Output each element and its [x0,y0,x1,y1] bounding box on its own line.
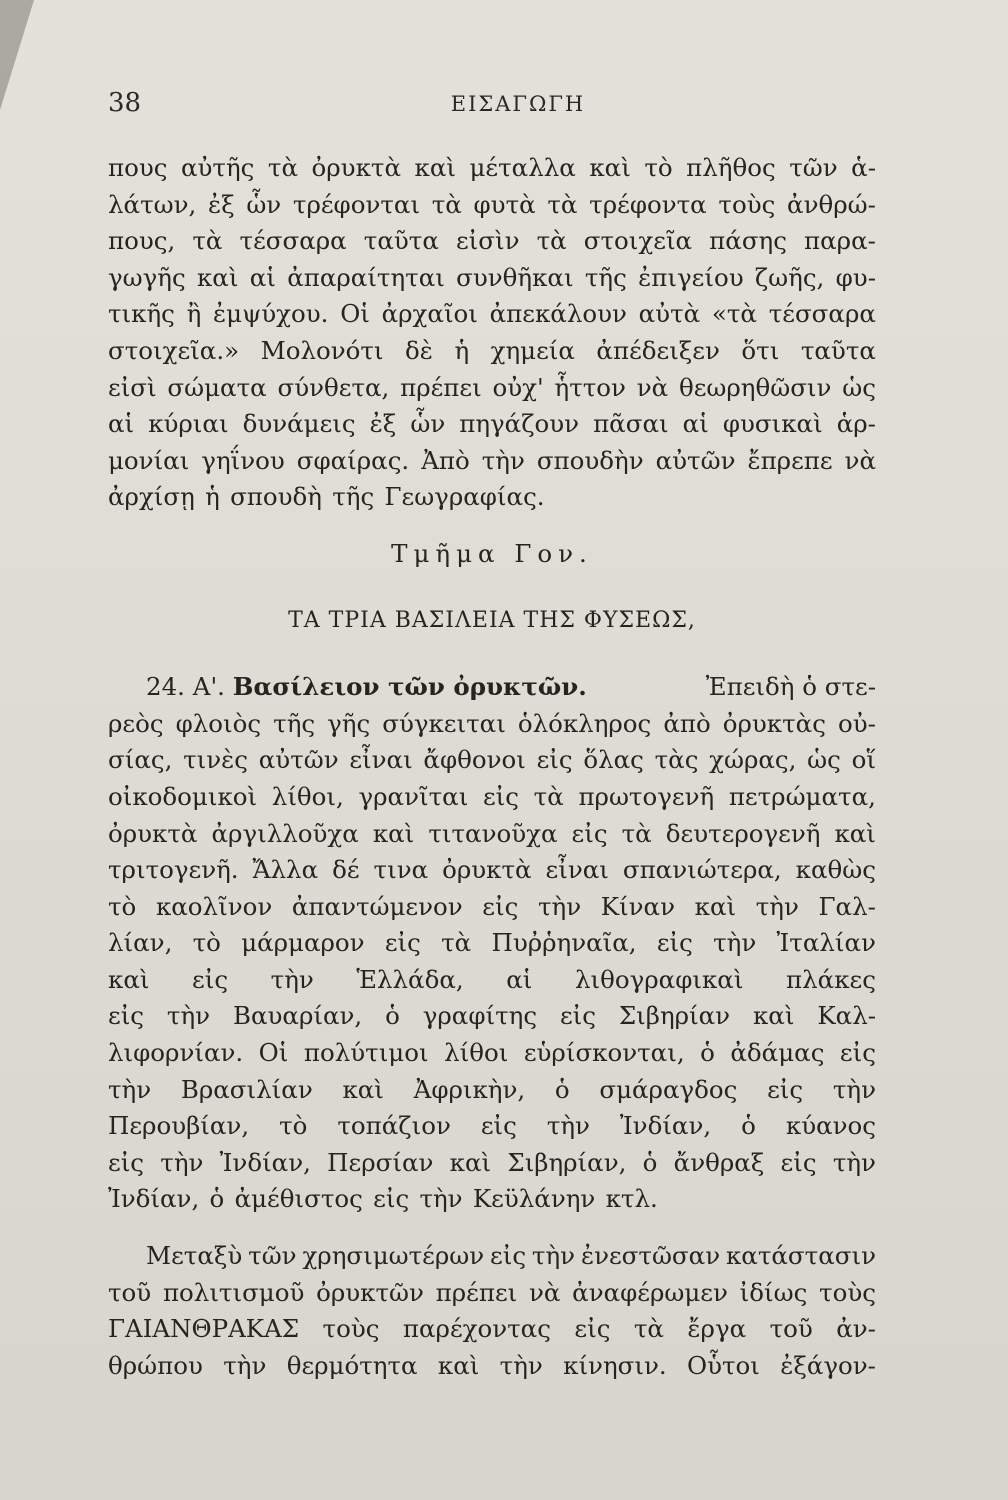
word: εἰς [571,818,608,848]
word: εἰς [482,781,519,811]
word: καὶ [437,1350,480,1380]
word: τὴν [419,1184,463,1214]
text-line [108,260,876,297]
word: οἰκοδομικοὶ [108,781,258,811]
word: εἶναι [349,745,413,775]
section-number: 24. Α'. [146,672,225,702]
text-line [108,187,876,224]
word: πᾶσαι [593,409,669,439]
word: Πυῤῥηναῖα, [491,928,637,958]
word: τρέφοντα [589,189,707,219]
word: τὴν [223,1350,267,1380]
word: γῆς [327,708,371,738]
word: ἀμέθιστος [234,1184,363,1214]
word: σώματα [167,372,267,402]
text-line [108,925,876,962]
word: τὰ [547,189,578,219]
word: τὴν [481,445,525,475]
section-heading: ΤΑ ΤΡΙΑ ΒΑΣΙΛΕΙΑ ΤΗΣ ΦΥΣΕΩΣ, [288,607,696,633]
word: τῆς [332,482,375,512]
word: οὐχ' [492,372,544,402]
paragraph-1 [108,150,876,516]
word: καὶ [694,891,737,921]
word: δυνάμεις [242,409,356,439]
word: παρέχοντας [402,1314,551,1344]
word: σφαίρας. [296,445,410,475]
word: μονίαι [108,445,190,475]
word: καὶ [342,1074,384,1104]
word: στοιχεῖα [583,226,693,256]
word: καὶ [108,964,150,994]
text-line [108,742,876,779]
text-line [108,1072,876,1109]
word: ὁ [741,1111,756,1141]
word: πους [108,153,168,182]
word: ἀργιλλοῦχα [211,818,359,848]
word: τὰ [533,781,564,811]
word: καὶ [449,1147,492,1177]
word: εἰς [108,1001,145,1031]
word: ἐπιγείου [638,262,744,292]
word: Καλ- [817,1001,876,1031]
word: κτλ. [605,1184,658,1214]
subheading: Βασίλειον τῶν ὀρυκτῶν. [232,672,587,702]
word: πηγάζουν [459,409,580,439]
word: εἰς [559,1001,596,1031]
word: Ἄλλα [252,855,319,885]
word: ζωῆς, [754,262,825,292]
word: Οἱ [340,299,370,329]
word: τὴν [832,1147,876,1177]
word: εἰς [480,1111,517,1141]
word: ὁλόκληρος [517,708,652,738]
word: σπουδὴν [536,445,644,475]
word: φυσικαὶ [722,409,823,439]
word: τέσσαρα [239,226,347,256]
word: ὀρυκτὰ [442,855,532,885]
word: τὴν [160,1147,204,1177]
word: τριτογενῆ. [108,855,239,885]
word: ὁ [554,1074,570,1104]
word: ἡ [205,482,220,512]
word: χρησιμωτέρων [302,1241,485,1271]
word: Σιβηρίαν [618,1001,731,1031]
word: χώρας, [709,745,797,775]
word: ἁ- [851,153,876,182]
word: τοὺς [819,1277,876,1307]
word: Μεταξὺ [146,1241,243,1271]
word: εἰς [108,1147,145,1177]
word: ἄνθραξ [673,1147,765,1177]
word: τὴν [166,1001,211,1031]
word: ὀρυκτῶν [316,1277,424,1307]
word: τὴν [537,891,582,921]
text-line [108,1145,876,1182]
word: κίνησιν. [563,1350,667,1380]
word: καὶ [372,818,415,848]
word: πρέπει [400,372,482,402]
word: λίθοι [444,1038,509,1068]
word: εἶναι [545,855,609,885]
word: εἰς [656,928,693,958]
word: θρώπου [108,1350,203,1380]
text-line [108,223,876,260]
word: αἱ [682,409,709,439]
word: Μολονότι [260,335,384,365]
word: εἰς [384,928,421,958]
page-corner-shadow [0,0,34,110]
word: εἰσὶ [108,372,157,402]
word: ὧν [246,189,282,219]
word: εἰς [574,1314,611,1344]
first-line-rest: Ἐπειδὴ ὁ στε- [705,672,876,702]
word: ἀρχίσῃ [108,482,195,512]
word: εἰς [192,964,229,994]
word: δέ [332,855,360,885]
word: κύριαι [148,409,229,439]
word: γωγῆς [108,262,186,292]
word: τὰ [441,928,472,958]
word: φυ- [835,262,876,292]
word: φλοιὸς [175,708,262,738]
word: θερμότητα [286,1350,418,1380]
word: λιθογραφικαὶ [574,964,744,994]
word: αἱ [249,262,276,292]
word: τὰ [267,153,299,182]
word: εἰς [536,745,573,775]
word: αὐτὰ [638,299,701,329]
text-line [108,1238,876,1275]
word: σπουδὴ [230,482,322,512]
word: Περουβίαν, [108,1111,250,1141]
word: τὴν [499,1350,543,1380]
word: στοιχεῖα.» [108,335,240,365]
text-line [108,1275,876,1312]
word: λάτων, [108,189,197,219]
word: πρέπει [435,1277,518,1307]
word: ὀρυκτὰς [722,708,826,738]
word: εἰσὶν [455,226,520,256]
word: μάρμαρον [241,928,365,958]
word: τὸ [108,891,137,921]
word: Βρασιλίαν [180,1074,313,1104]
paragraph-2-first-line [108,669,876,706]
word: τῆς [584,262,627,292]
word: παρα- [804,226,876,256]
word: Περσίαν [327,1147,434,1177]
word: Σιβηρίαν, [507,1147,627,1177]
word: Βαυαρίαν, [232,1001,363,1031]
word: εἰς [780,1147,817,1177]
text-line [108,479,876,516]
word: τικῆς [108,299,175,329]
word: Ἰνδίαν, [619,1111,712,1141]
word: Γαλ- [818,891,876,921]
text-line [108,1348,876,1385]
word: ὁ [385,1001,400,1031]
word: δευτερογενῆ [665,818,821,848]
word: ἀπεκάλουν [489,299,627,329]
running-title: ΕΙΣΑΓΩΓΗ [450,92,586,116]
word: καθὼς [795,855,876,885]
word: τὰ [431,189,462,219]
word: Ἰταλίαν [776,928,876,958]
word: σπανιώτερα, [622,855,782,885]
word: πους, [108,226,176,256]
word: κύανος [785,1111,876,1141]
word: ἔργα [687,1314,747,1344]
section-label: Τμῆμα Γον. [391,538,593,568]
word: Κίναν [600,891,675,921]
word: Οἱ [258,1038,289,1068]
paragraph-2 [108,669,876,1218]
word: γρανῖται [358,781,469,811]
word: τὰς [654,745,699,775]
word: καὶ [414,153,456,182]
word: τὰ [633,1314,664,1344]
word: σύνθετα, [277,372,390,402]
word: τέσσαρα [768,299,876,329]
word: ὧν [410,409,446,439]
word: τῆς [273,708,316,738]
word: τινὲς [183,745,249,775]
word: ἐμψύχου. [213,299,329,329]
word: τιτανοῦχα [428,818,558,848]
word: ἀπαραίτηται [287,262,445,292]
word: τοῦ [769,1314,813,1344]
word: ὅτι [741,335,780,365]
word: φυτὰ [473,189,536,219]
word: ἡ [454,335,470,365]
text-line [108,962,876,999]
word: ἀναφέρωμεν [572,1277,728,1307]
word: πρωτογενῆ [578,781,715,811]
word: ἧττον [554,372,626,402]
word: ὁ [209,1184,225,1214]
word: σύγκειται [382,708,506,738]
word: ἀδάμας [730,1038,825,1068]
word: τοὺς [718,189,776,219]
word: ὁ [700,1038,715,1068]
word: αὐτῶν [258,745,339,775]
word: πάσης [709,226,787,256]
text-line [108,779,876,816]
word: ὀρυκτὰ [108,818,198,848]
word: καὶ [752,1001,795,1031]
word: αἱ [108,409,135,439]
page-body [108,150,876,1384]
word: λιφορνίαν. [108,1038,244,1068]
word: οὐ- [837,708,876,738]
text-line [108,889,876,926]
word: εἰς [490,1241,527,1271]
word: ἐξάγον- [780,1350,876,1380]
text-line [108,706,876,743]
paragraph-3 [108,1238,876,1384]
word: καὶ [834,818,876,848]
word: τὰ [192,226,223,256]
word: ἀπαντώμενον [291,891,463,921]
word: Ἀπὸ [421,445,470,475]
text-line [108,1108,876,1145]
text-line [108,443,876,480]
text-line [108,333,876,370]
word: τοῦ [108,1277,152,1307]
word: σίας, [108,745,173,775]
word: τὰ [536,226,567,256]
paragraph-number [146,669,587,706]
word: τὸ [279,1111,308,1141]
word: ὡς [842,372,876,402]
word: τὴν [546,1111,590,1141]
word: ταῦτα [800,335,876,365]
word: ἁρ- [836,409,876,439]
word: ἀπέδειξεν [596,335,720,365]
word: ἐνεστῶσαν [580,1241,721,1271]
word: τοὺς [322,1314,380,1344]
word: ἢ [186,299,202,329]
word: νὰ [844,445,876,475]
word: κατάστασιν [725,1241,876,1271]
word: ἀν- [836,1314,876,1344]
word: εἰς [767,1074,804,1104]
word: πολιτισμοῦ [162,1277,305,1307]
word: ἐξ [369,409,397,439]
word: οἵ [851,745,876,775]
word: τῶν [789,153,838,182]
word: Οὗτοι [686,1350,760,1380]
text-line [108,1311,876,1348]
word: ὀρυκτὰ [311,153,401,182]
word: τὰ [621,818,652,848]
word: ΓΑΙΑΝΘΡΑΚΑΣ [108,1314,300,1344]
word: καὶ [196,262,239,292]
word: τὴν [713,928,757,958]
word: τὸ [192,928,221,958]
word: τινα [373,855,429,885]
word: σμάραγδος [599,1074,738,1104]
text-line [108,1035,876,1072]
word: λίθοι, [271,781,344,811]
text-line [108,1181,876,1218]
text-line [108,296,876,333]
word: γηΐνου [201,445,285,475]
word: καολῖνον [155,891,273,921]
word: «τὰ [711,299,757,329]
word: τὴν [108,1074,152,1104]
word: ρεὸς [108,708,164,738]
word: αἱ [506,964,533,994]
text-line [108,816,876,853]
text-line [108,150,876,187]
word: αὐτῶν [655,445,736,475]
word: ἄφθονοι [423,745,526,775]
word: εἰς [482,891,519,921]
word: θεωρηθῶσιν [678,372,832,402]
word: δὲ [405,335,433,365]
word: τὴν [832,1074,876,1104]
text-line [108,852,876,889]
word: μέταλλα [469,153,576,182]
word: τρέφονται [292,189,421,219]
word: λίαν, [108,928,173,958]
word: ἰδίως [739,1277,808,1307]
word: συνθῆκαι [456,262,574,292]
text-line [108,406,876,443]
word: χημεία [490,335,575,365]
word: τὸ [644,153,673,182]
word: πολύτιμοι [303,1038,429,1068]
word: ὅλας [583,745,644,775]
word: καὶ [589,153,631,182]
word: τὴν [270,964,314,994]
word: ἀνθρώ- [787,189,876,219]
word: Κεϋλάνην [472,1184,596,1214]
word: νὰ [528,1277,561,1307]
page-number: 38 [108,88,142,118]
word: αὐτῆς [180,153,255,182]
word: ἀπὸ [663,708,711,738]
running-head [108,88,888,128]
word: εἰς [373,1184,410,1214]
text-line [108,370,876,407]
word: Ἰνδίαν, [108,1184,200,1214]
word: Ἀφρικὴν, [413,1074,526,1104]
word: Ἰνδίαν, [219,1147,311,1177]
word: πλάκες [786,964,876,994]
word: πετρώματα, [728,781,876,811]
word: ἀρχαῖοι [381,299,478,329]
word: ὡς [807,745,841,775]
word: ἐξ [207,189,235,219]
word: νὰ [636,372,669,402]
word: τῶν [248,1241,297,1271]
word: τὴν [531,1241,576,1271]
word: εἰς [839,1038,876,1068]
word: Γεωγραφίας. [384,482,545,512]
word: τὴν [755,891,799,921]
word: γραφίτης [422,1001,538,1031]
word: ταῦτα [363,226,439,256]
text-line [108,998,876,1035]
word: εὑρίσκονται, [523,1038,685,1068]
word: πλῆθος [686,153,776,182]
word: ὁ [642,1147,658,1177]
word: Ἑλλάδα, [356,964,464,994]
word: ἔπρεπε [747,445,833,475]
word: τοπάζιον [337,1111,451,1141]
